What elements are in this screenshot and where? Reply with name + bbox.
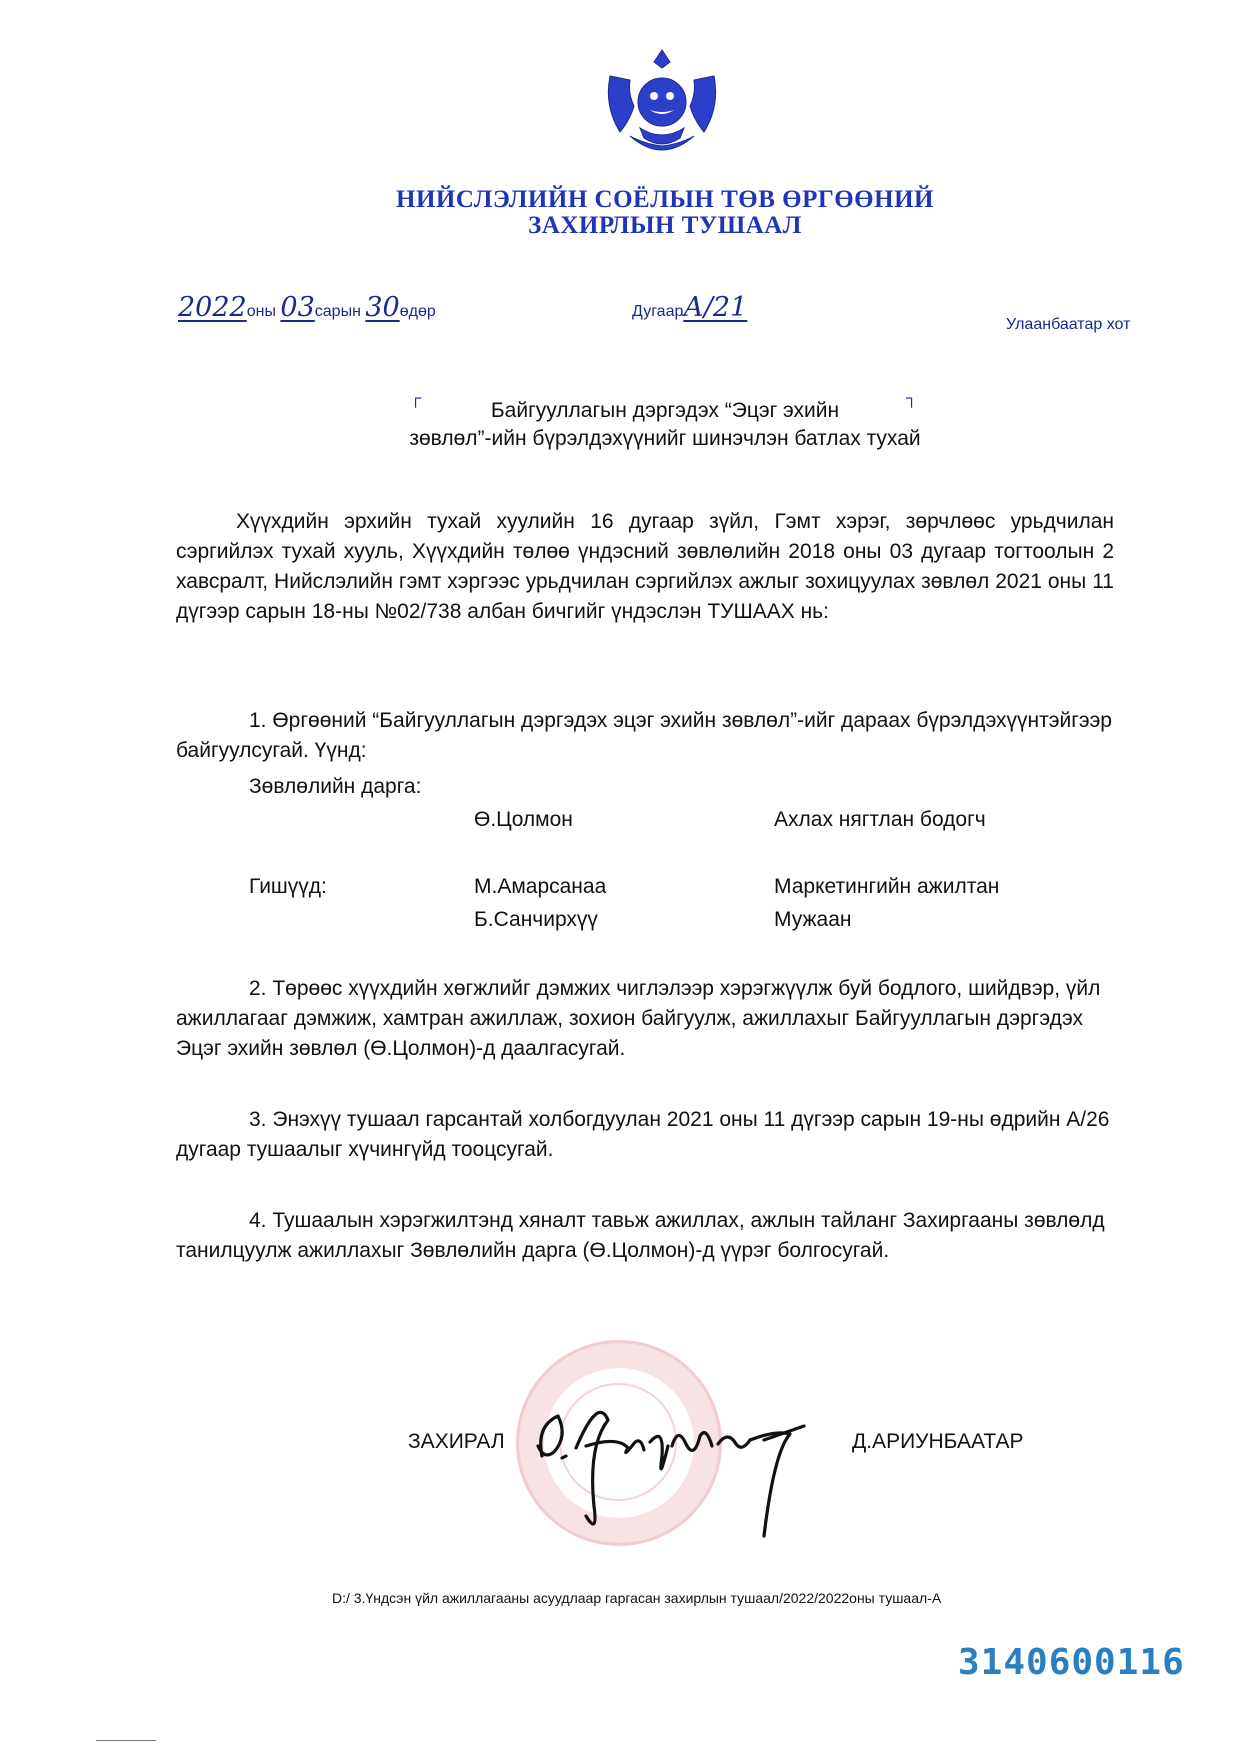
member-role: Маркетингийн ажилтан: [774, 875, 1000, 898]
member-name: Б.Санчирхүү: [474, 908, 598, 931]
date-year: 2022: [178, 292, 247, 323]
order-number: А/21: [683, 292, 748, 323]
item-1: 1. Өргөөний “Байгууллагын дэргэдэх эцэг эхийн зөвлөл”-ийг дараах бүрэлдэхүүнтэйгээр байгуулсугай. Үүнд:: [176, 709, 1112, 762]
item-4: 4. Тушаалын хэрэгжилтэнд хяналт тавьж ажиллах, ажлын тайланг Захиргааны зөвлөлд танилцуулж ажиллахыг Зөвлөлийн дарга (Ө.Цолмон)-д үүрэг болгосугай.: [176, 1209, 1105, 1262]
month-suffix: сарын: [314, 303, 361, 320]
corner-mark-left-icon: ┌: [410, 390, 422, 407]
subject-line-2: зөвлөл”-ийн бүрэлдэхүүнийг шинэчлэн батлах тухай: [409, 427, 921, 450]
members-label: Гишүүд:: [249, 875, 327, 898]
state-emblem-icon: [600, 46, 724, 164]
preamble: Хүүхдийн эрхийн тухай хуулийн 16 дугаар зүйл, Гэмт хэрэг, зөрчлөөс урьдчилан сэргийлэх тухай хууль, Хүүхдийн төлөө үндэсний зөвлөлийн 2018 оны 03 дугаар тогтоолын 2 хавсралт, Нийслэлийн гэмт хэргээс урьдчилан сэргийлэх ажлыг зохицуулах зөвлөл 2021 оны 11 дүгээр сарын 18-ны №02/738 албан бичгийг үндэслэн ТУШААХ нь:: [176, 510, 1114, 623]
corner-mark-right-icon: ┐: [906, 390, 918, 407]
chair-role: Ахлах нягтлан бодогч: [774, 808, 986, 831]
registration-number: 3140600116: [958, 1642, 1185, 1683]
subject-line-1: Байгууллагын дэргэдэх “Эцэг эхийн: [490, 399, 840, 422]
handwritten-signature: [528, 1386, 828, 1546]
signer-title: ЗАХИРАЛ: [408, 1430, 505, 1453]
item-3: 3. Энэхүү тушаал гарсантай холбогдуулан 2021 оны 11 дүгээр сарын 19-ны өдрийн А/26 дугаар тушаалыг хүчингүйд тооцсугай.: [176, 1108, 1110, 1161]
chair-label: Зөвлөлийн дарга:: [249, 775, 422, 798]
order-number-line: [632, 292, 747, 323]
scan-artifact: [96, 1740, 156, 1741]
chair-name: Ө.Цолмон: [474, 808, 573, 831]
date-month: 03: [280, 292, 315, 323]
number-label: Дугаар: [632, 303, 684, 320]
year-suffix: оны: [246, 303, 276, 320]
file-path: D:/ 3.Үндсэн үйл ажиллагааны асуудлаар гаргасан захирлын тушаал/2022/2022оны тушаал-А: [332, 1590, 942, 1606]
signer-name: Д.АРИУНБААТАР: [852, 1430, 1024, 1453]
item-2: 2. Төрөөс хүүхдийн хөгжлийг дэмжих чиглэлээр хэрэгжүүлж буй бодлого, шийдвэр, үйл ажиллагааг дэмжиж, хамтран ажиллаж, зохион байгуулж, ажиллахыг Байгууллагын дэргэдэх Эцэг эхийн зөвлөл (Ө.Цолмон)-д даалгасугай.: [176, 977, 1101, 1060]
member-role: Мужаан: [774, 908, 852, 931]
date-day: 30: [365, 292, 400, 323]
city: Улаанбаатар хот: [1006, 316, 1131, 333]
organization-name: НИЙСЛЭЛИЙН СОЁЛЫН ТӨВ ӨРГӨӨНИЙ: [396, 186, 934, 213]
date-line: [178, 292, 436, 323]
member-name: М.Амарсанаа: [474, 875, 607, 898]
day-suffix: өдөр: [399, 303, 436, 320]
document-type: ЗАХИРЛЫН ТУШААЛ: [528, 212, 802, 239]
